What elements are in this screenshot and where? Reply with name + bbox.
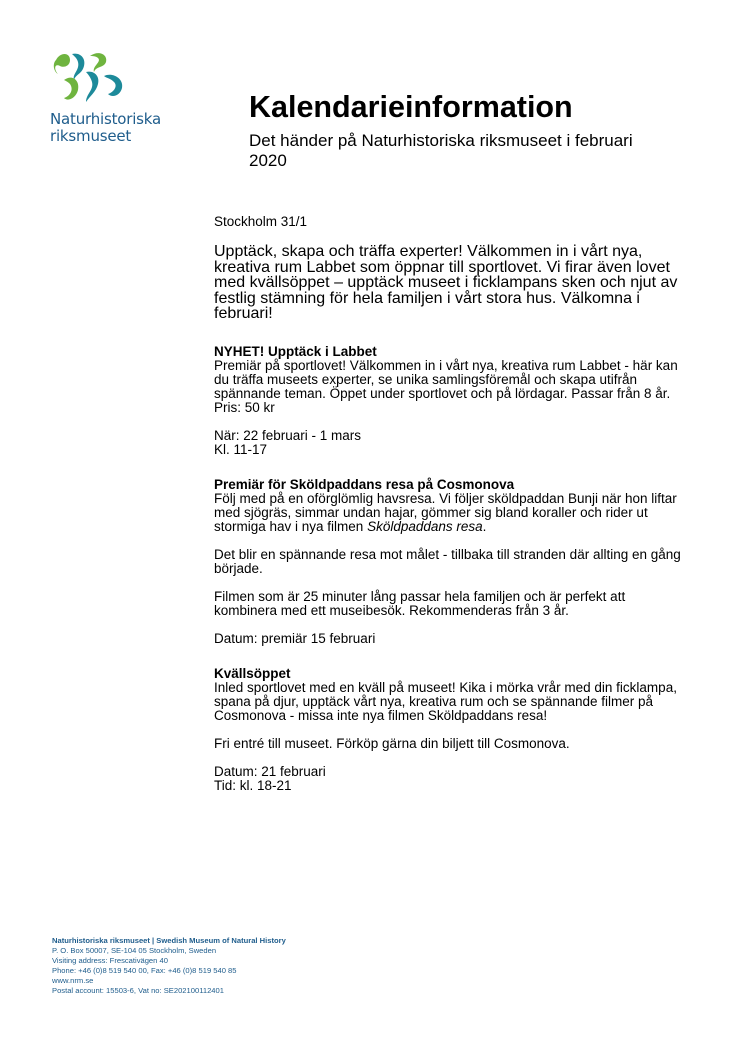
body-text-end: .	[482, 518, 487, 534]
section-body	[214, 492, 684, 534]
page-subtitle: Det händer på Naturhistoriska riksmuseet i februari 2020	[249, 131, 633, 170]
footer-heading: Naturhistoriska riksmuseet | Swedish Museum of Natural History	[52, 936, 286, 945]
page-title: Kalendarieinformation	[249, 90, 573, 124]
section-cosmonova	[214, 478, 684, 646]
section-schedule	[214, 765, 684, 793]
schedule-time: Tid: kl. 18-21	[214, 777, 292, 793]
section-date: Datum: premiär 15 februari	[214, 630, 376, 646]
footer-visiting: Visiting address: Frescativägen 40	[52, 956, 168, 965]
section-title: NYHET! Upptäck i Labbet	[214, 343, 377, 359]
section-paragraph: Filmen som är 25 minuter lång passar hela familjen och är perfekt att kombinera med ett museibesök. Rekommenderas från 3 år.	[214, 588, 626, 618]
page-footer	[52, 936, 286, 996]
section-title: Premiär för Sköldpaddans resa på Cosmonova	[214, 476, 515, 492]
section-kvallsoppet	[214, 667, 684, 793]
logo-mark-icon	[50, 50, 130, 104]
footer-postal: Postal account: 15503-6, Vat no: SE202100112401	[52, 986, 224, 995]
logo-name-line1: Naturhistoriska	[50, 110, 162, 128]
section-body: Inled sportlovet med en kväll på museet! Kika i mörka vrår med din ficklampa, spana på djur, upptäck vårt nya, kreativa rum och se spännande filmer på Cosmonova - missa inte nya filmen Sköldpaddans resa!	[214, 679, 677, 723]
body-text: Följ med på en oförglömlig havsresa. Vi följer sköldpaddan Bunji när hon liftar med sjögräs, simmar undan hajar, gömmer sig bland koraller och rider ut stormiga hav i nya filmen	[214, 490, 677, 534]
footer-address: P. O. Box 50007, SE-104 05 Stockholm, Sweden	[52, 946, 217, 955]
footer-phone: Phone: +46 (0)8 519 540 00, Fax: +46 (0)8 519 540 85	[52, 966, 237, 975]
logo-name-line2: riksmuseet	[50, 127, 132, 145]
section-body: Premiär på sportlovet! Välkommen in i vårt nya, kreativa rum Labbet - här kan du träffa museets experter, se unika samlingsföremål och skapa utifrån spännande teman. Öppet under sportlovet och på lördagar. Passar från 8 år. Pris: 50 kr	[214, 357, 678, 415]
schedule-when: När: 22 februari - 1 mars	[214, 427, 362, 443]
footer-web: www.nrm.se	[52, 976, 94, 985]
logo-wordmark	[50, 111, 161, 145]
section-paragraph: Fri entré till museet. Förköp gärna din biljett till Cosmonova.	[214, 735, 570, 751]
schedule-date: Datum: 21 februari	[214, 763, 326, 779]
schedule-time: Kl. 11-17	[214, 441, 268, 457]
section-title: Kvällsöppet	[214, 665, 291, 681]
museum-logo	[50, 50, 170, 104]
section-paragraph: Det blir en spännande resa mot målet - tillbaka till stranden där allting en gång började.	[214, 546, 681, 576]
film-title: Sköldpaddans resa	[367, 518, 483, 534]
section-schedule	[214, 429, 684, 457]
dateline: Stockholm 31/1	[214, 214, 308, 229]
section-labbet	[214, 345, 684, 457]
lead-paragraph: Upptäck, skapa och träffa experter! Välkommen in i vårt nya, kreativa rum Labbet som öppnar till sportlovet. Vi firar även lovet med kvällsöppet – upptäck museet i ficklampans sken och njut av festlig stämning för hela familjen i vårt stora hus. Välkomna i februari!	[214, 243, 678, 322]
document-body	[214, 214, 684, 807]
